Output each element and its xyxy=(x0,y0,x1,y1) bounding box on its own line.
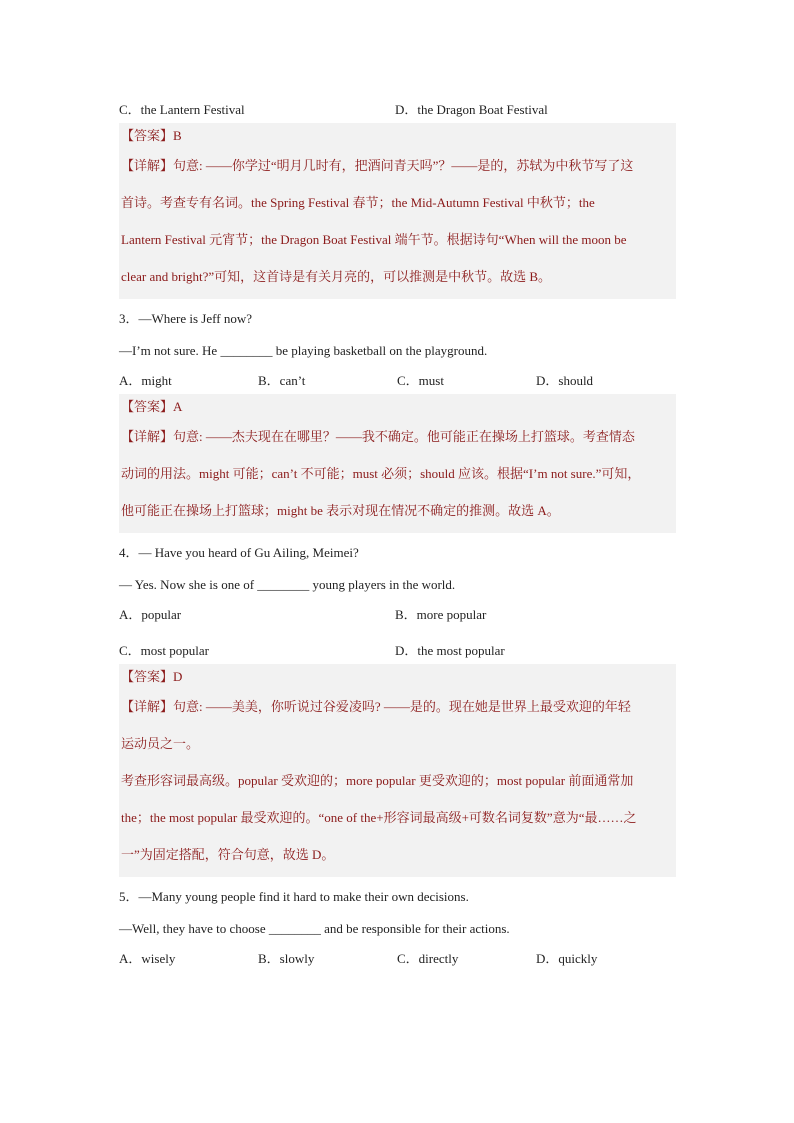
q3-explain-line: 动词的用法。might 可能；can’t 不可能；must 必须；should 应该。根据“I’m not sure.”可知， xyxy=(121,466,641,481)
q2-explain-line: clear and bright?”可知，这首诗是有关月亮的，可以推测是中秋节。故选 B。 xyxy=(121,269,552,284)
q2-explain-line: Lantern Festival 元宵节；the Dragon Boat Festival 端午节。根据诗句“When will the moon be xyxy=(121,232,627,247)
q4-option-a: A．popular xyxy=(119,606,182,622)
q2-explain-line: 【详解】句意: ——你学过“明月几时有，把酒问青天吗”？——是的，苏轼为中秋节写了这 xyxy=(121,158,634,173)
q5-option-d: D．quickly xyxy=(536,950,598,966)
q3-stem-reply: —I’m not sure. He ________ be playing basketball on the playground. xyxy=(119,343,488,358)
q4-explain-line: 运动员之一。 xyxy=(121,736,200,751)
q3-option-a: A．might xyxy=(119,372,172,388)
q4-option-b: B．more popular xyxy=(395,606,487,622)
q2-answer-box xyxy=(119,123,676,299)
q4-explain-line: the；the most popular 最受欢迎的。“one of the+形容词最高级+可数名词复数”意为“最……之 xyxy=(121,810,637,825)
q4-answer: 【答案】D xyxy=(121,669,183,684)
q2-explain-line: 首诗。考查专有名词。the Spring Festival 春节；the Mid-Autumn Festival 中秋节；the xyxy=(121,195,595,210)
q2-option-d: D．the Dragon Boat Festival xyxy=(395,101,548,117)
q4-options-row2 xyxy=(119,637,676,661)
q4-option-d: D．the most popular xyxy=(395,642,505,658)
q3-explain-line: 他可能正在操场上打篮球；might be 表示对现在情况不确定的推测。故选 A。 xyxy=(121,503,560,518)
q3-option-d: D．should xyxy=(536,372,594,388)
q3-answer-box xyxy=(119,394,676,533)
q5-options xyxy=(119,945,676,969)
q4-answer-box xyxy=(119,664,676,877)
q2-option-c: C．the Lantern Festival xyxy=(119,101,245,117)
q5-option-b: B．slowly xyxy=(258,950,315,966)
q4-option-c: C．most popular xyxy=(119,642,209,658)
q5-option-c: C．directly xyxy=(397,950,459,966)
q2-answer: 【答案】B xyxy=(121,128,182,143)
q3-explain-line: 【详解】句意: ——杰夫现在在哪里？——我不确定。他可能正在操场上打篮球。考查情态 xyxy=(121,429,635,444)
exam-page xyxy=(119,96,676,969)
q4-explain-line: 【详解】句意: ——美美，你听说过谷爱凌吗? ——是的。现在她是世界上最受欢迎的年轻 xyxy=(121,699,631,714)
q5-option-a: A．wisely xyxy=(119,950,176,966)
q3-answer: 【答案】A xyxy=(121,399,183,414)
q4-explain-line: 一”为固定搭配，符合句意，故选 D。 xyxy=(121,847,335,862)
q3-options xyxy=(119,367,676,391)
q2-options xyxy=(119,96,676,120)
q4-options-row1 xyxy=(119,601,676,625)
q4-explain-line: 考查形容词最高级。popular 受欢迎的；more popular 更受欢迎的；most popular 前面通常加 xyxy=(121,773,634,788)
q4-stem-reply: — Yes. Now she is one of ________ young players in the world. xyxy=(119,577,456,592)
q3-stem: 3．—Where is Jeff now? xyxy=(119,311,252,326)
q5-stem: 5．—Many young people find it hard to make their own decisions. xyxy=(119,889,469,904)
q3-option-c: C．must xyxy=(397,372,444,388)
q4-stem: 4．— Have you heard of Gu Ailing, Meimei? xyxy=(119,545,359,560)
q5-stem-reply: —Well, they have to choose ________ and be responsible for their actions. xyxy=(119,921,510,936)
q3-option-b: B．can’t xyxy=(258,372,306,388)
